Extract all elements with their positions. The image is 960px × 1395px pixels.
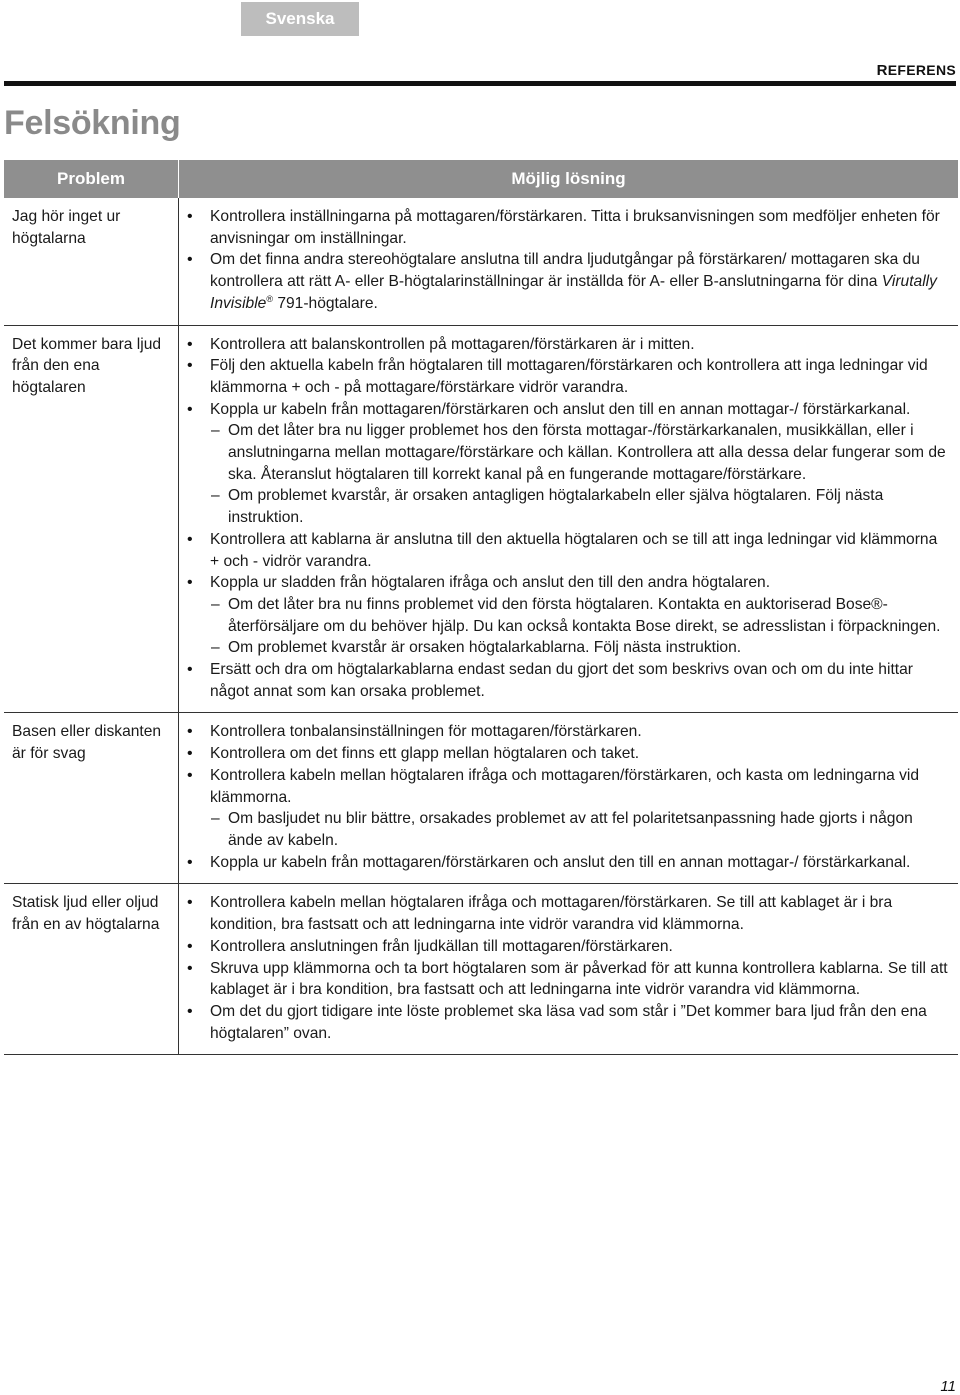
registered-mark: ® [266,293,273,304]
solution-item: • Koppla ur kabeln från mottagaren/förstärkaren och anslut den till en annan mottagar-/ förstärkarkanal. [187,852,950,874]
solution-text: Koppla ur kabeln från mottagaren/förstärkaren och anslut den till en annan mottagar-/ förstärkarkanal. [210,400,911,418]
solution-item: • Kontrollera om det finns ett glapp mellan högtalaren och taket. [187,743,950,765]
solution-item: • Om det du gjort tidigare inte löste problemet ska läsa vad som står i ”Det kommer bara ljud från den ena högtalaren” ovan. [187,1001,950,1044]
table-row [4,325,958,713]
solution-item: • Kontrollera inställningarna på mottagaren/förstärkaren. Titta i bruksanvisningen som medföljer enheten för anvisningar om inställningar. [187,206,950,249]
solution-list [187,721,950,873]
solution-item [187,572,950,659]
header-rule [4,81,956,86]
solution-cell [179,198,959,325]
section-label-initial: R [876,62,888,79]
problem-cell: Statisk ljud eller oljud från en av högtalarna [4,884,179,1055]
solution-item [187,765,950,852]
solution-item [187,399,950,529]
sub-item: – Om problemet kvarstår, är orsaken antagligen högtalarkabeln eller själva högtalaren. Följ nästa instruktion. [210,485,950,528]
header-solution: Möjlig lösning [179,160,959,198]
solution-cell [179,884,959,1055]
solution-item: • Kontrollera att balanskontrollen på mottagaren/förstärkaren är i mitten. [187,334,950,356]
sub-item: – Om basljudet nu blir bättre, orsakades problemet av att fel polaritetsanpassning hade gjorts i någon ände av kabeln. [210,808,950,851]
problem-cell: Basen eller diskanten är för svag [4,713,179,884]
solution-item: • Ersätt och dra om högtalarkablarna endast sedan du gjort det som beskrivs ovan och om du inte hittar något annat som kan orsaka problemet. [187,659,950,702]
problem-cell: Jag hör inget ur högtalarna [4,198,179,325]
table-header-row [4,160,958,198]
solution-list [187,334,950,703]
page-title: Felsökning [4,104,181,142]
section-label [877,62,956,79]
sub-item: – Om det låter bra nu finns problemet vid den första högtalaren. Kontakta en auktoriserad Bose®-återförsäljare om du behöver hjälp. Du kan också kontakta Bose direkt, se adresslistan i förpackningen. [210,594,950,637]
sub-item: – Om problemet kvarstår är orsaken högtalarkablarna. Följ nästa instruktion. [210,637,950,659]
solution-item [187,249,950,314]
solution-text: Koppla ur sladden från högtalaren ifråga och anslut den till den andra högtalaren. [210,574,771,592]
problem-cell: Det kommer bara ljud från den ena högtalaren [4,325,179,713]
troubleshooting-table [4,160,958,1055]
solution-cell [179,325,959,713]
page-number: 11 [940,1378,956,1395]
solution-text: Om det finna andra stereohögtalare anslutna till andra ljudutgångar på förstärkaren/ mottagaren ska du kontrollera att rätt A- eller B-högtalarinställningar är inställda för A- eller B-anslutningarna för dina [210,251,920,291]
table-row [4,884,958,1055]
sub-item: – Om det låter bra nu ligger problemet hos den första mottagar-/förstärkarkanalen, musikkällan, eller i anslutningarna mellan mottagare/förstärkare och källan. Kontrollera att alla dessa delar fungerar som de ska. Återanslut högtalaren till korrekt kanal på en fungerande mottagare/förstärkare. [210,420,950,485]
solution-item: • Kontrollera tonbalansinställningen för mottagaren/förstärkaren. [187,721,950,743]
solution-item: • Kontrollera anslutningen från ljudkällan till mottagaren/förstärkaren. [187,936,950,958]
sub-list [210,808,950,851]
solution-text: Kontrollera kabeln mellan högtalaren ifråga och mottagaren/förstärkaren, och kasta om ledningarna vid klämmorna. [210,766,920,806]
section-label-rest: EFERENS [887,62,956,78]
table-row [4,198,958,325]
product-name: Virutally Invisible [210,273,937,312]
solution-cell [179,713,959,884]
sub-list [210,420,950,529]
table-row [4,713,958,884]
solution-item: • Kontrollera att kablarna är anslutna till den aktuella högtalaren och se till att inga ledningar vid klämmorna + och - vidrör varandra. [187,529,950,572]
solution-item: • Följ den aktuella kabeln från högtalaren till mottagaren/förstärkaren och kontrollera att inga ledningar vid klämmorna + och - på mottagare/förstärkare vidrör varandra. [187,355,950,398]
header-problem: Problem [4,160,179,198]
solution-item: • Kontrollera kabeln mellan högtalaren ifråga och mottagaren/förstärkaren. Se till att kablaget är i bra kondition, bra fastsatt och att ledningarna inte vidrör varandra vid klämmorna. [187,892,950,935]
solution-list [187,892,950,1044]
solution-item: • Skruva upp klämmorna och ta bort högtalaren som är påverkad för att kunna kontrollera kablarna. Se till att kablaget är i bra kondition, bra fastsatt och att ledningarna inte vidrör varandra vid klämmorna. [187,958,950,1001]
language-tab[interactable]: Svenska [241,2,359,36]
solution-text-end: 791-högtalare. [272,294,378,312]
solution-list [187,206,950,315]
sub-list [210,594,950,659]
